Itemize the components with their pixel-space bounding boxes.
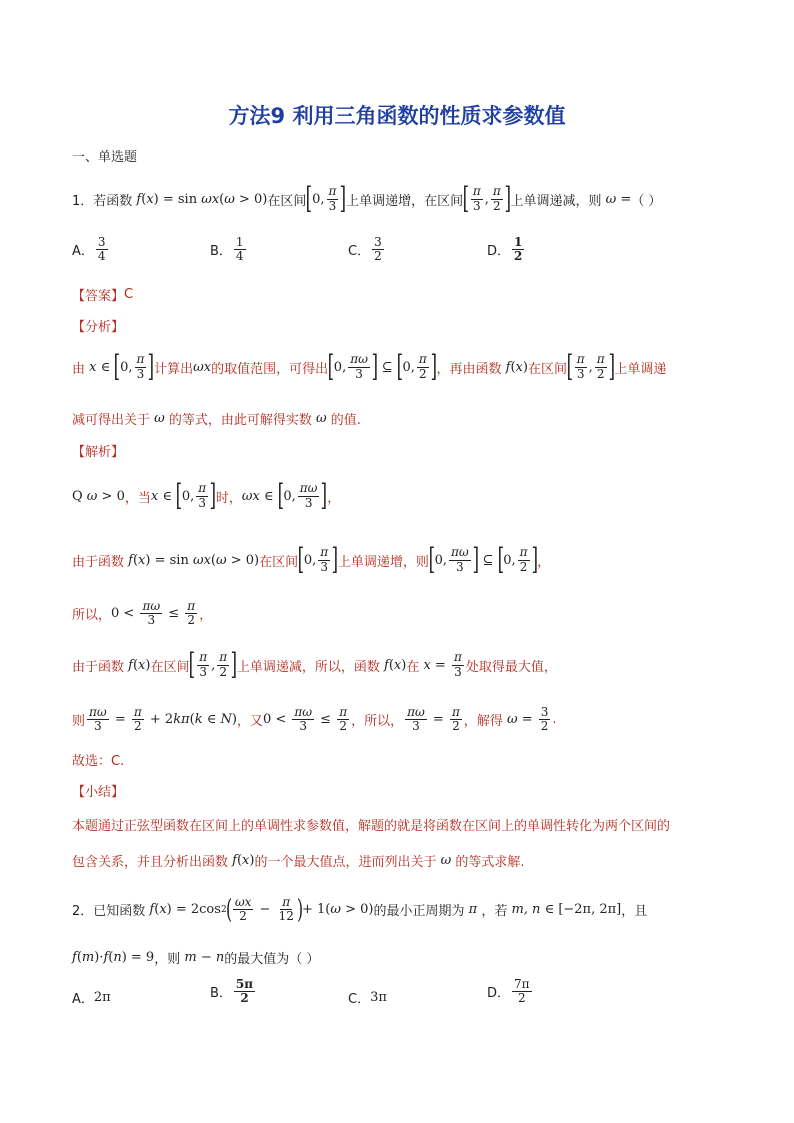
solution-heading: 【解析】 [72,445,125,460]
analysis-line-1: 由 x ∈ [ 0, $\frac{\pi}{3}$ ] 计算出 ωx 的取值范围，可得出 [ 0, $\frac{\pi\omega}{3}$ ] ⊆ [ 0, $\frac{\pi}{2}$ ] ，再由函数 f ( x ) 在区间 [ $\frac{\pi}{3}$ , $\frac{\pi}{2}$ ] 上单调递 [72,349,667,384]
summary-line-1: 本题通过正弦型函数在区间上的单调性求参数值，解题的就是将函数在区间上的单调性转化为两个区间的 [72,819,671,834]
section-heading: 一、单选题 [72,150,138,165]
summary-heading: 【小结】 [72,785,125,800]
solution-line-1: Q ω > 0 ，当 x ∈ [ 0, $\frac{\pi}{3}$ ] 时， ωx ∈ [ 0, $\frac{\pi\omega}{3}$ ] ， [72,478,341,513]
question-2-stem-1: 2．已知函数 f ( x ) = 2cos 2 ( $\frac{\omega x}{2}$ − $\frac{\pi}{12}$ ) + 1( ω > 0) 的最小正周期为 π ，若 m, n ∈ [−2π, 2π] ，且 [72,894,648,925]
q2-option-c[interactable]: C． 3π [348,990,387,1007]
analysis-line-2: 减可得出关于 ω 的等式，由此可解得实数 ω 的值. [72,411,361,428]
q1-option-b[interactable]: B． $\frac{1}{4}$ [210,235,244,264]
q1-option-c[interactable]: C． $\frac{3}{2}$ [348,235,382,264]
solution-line-3: 所以， 0 < $\frac{\pi\omega}{3}$ ≤ $\frac{\pi}{2}$ ， [72,599,213,628]
q2-option-a[interactable]: A． 2π [72,990,111,1007]
analysis-heading: 【分析】 [72,320,125,335]
page-title: 方法9 利用三角函数的性质求参数值 [228,104,566,128]
summary-line-2: 包含关系，并且分析出函数 f ( x ) 的一个最大值点，进而列出关于 ω 的等式求解. [72,853,525,870]
math-expr: f [132,191,142,207]
q2-option-b[interactable]: B． $\frac{5\pi}{2}$ [210,977,254,1006]
q1-option-a[interactable]: A． $\frac{3}{4}$ [72,235,106,264]
solution-line-4: 由于函数 f ( x ) 在区间 [ $\frac{\pi}{3}$ , $\frac{\pi}{2}$ ] 上单调递减，所以，函数 f ( x ) 在 x = $\frac{\pi}{3}$ 处取得最大值， [72,647,557,682]
q2-option-d[interactable]: D． $\frac{7\pi}{2}$ [487,977,530,1006]
question-1-stem: 1．若函数 f ( x ) = sin ωx ( ω > 0) 在区间 [ 0, $\frac{\pi}{3}$ ] 上单调递增，在区间 [ $\frac{\pi}{3}$ , $\frac{\pi}{2}$ ] 上单调递减，则 ω = （ ） [72,181,662,216]
question-2-stem-2: f ( m )· f ( n ) = 9 ，则 m − n 的最大值为（ ） [72,950,320,967]
answer-line: 【答案】 C [72,287,134,304]
solution-line-5: 则 $\frac{\pi\omega}{3}$ = $\frac{\pi}{2}$ + 2 kπ ( k ∈ N ) ，又 0 < $\frac{\pi\omega}{3}$ ≤ $\frac{\pi}{2}$ ，所以， $\frac{\pi\omega}{3}$ = $\frac{\pi}{2}$ ，解得 ω = $\frac{3}{2}$ . [72,705,557,734]
choose-line: 故选：C. [72,754,125,769]
q1-option-d[interactable]: D． $\frac{1}{2}$ [487,235,523,264]
solution-line-2: 由于函数 f ( x ) = sin ωx ( ω > 0) 在区间 [ 0, $\frac{\pi}{3}$ ] 上单调递增，则 [ 0, $\frac{\pi\omega}{3}$ ] ⊆ [ 0, $\frac{\pi}{2}$ ] ， [72,542,551,577]
